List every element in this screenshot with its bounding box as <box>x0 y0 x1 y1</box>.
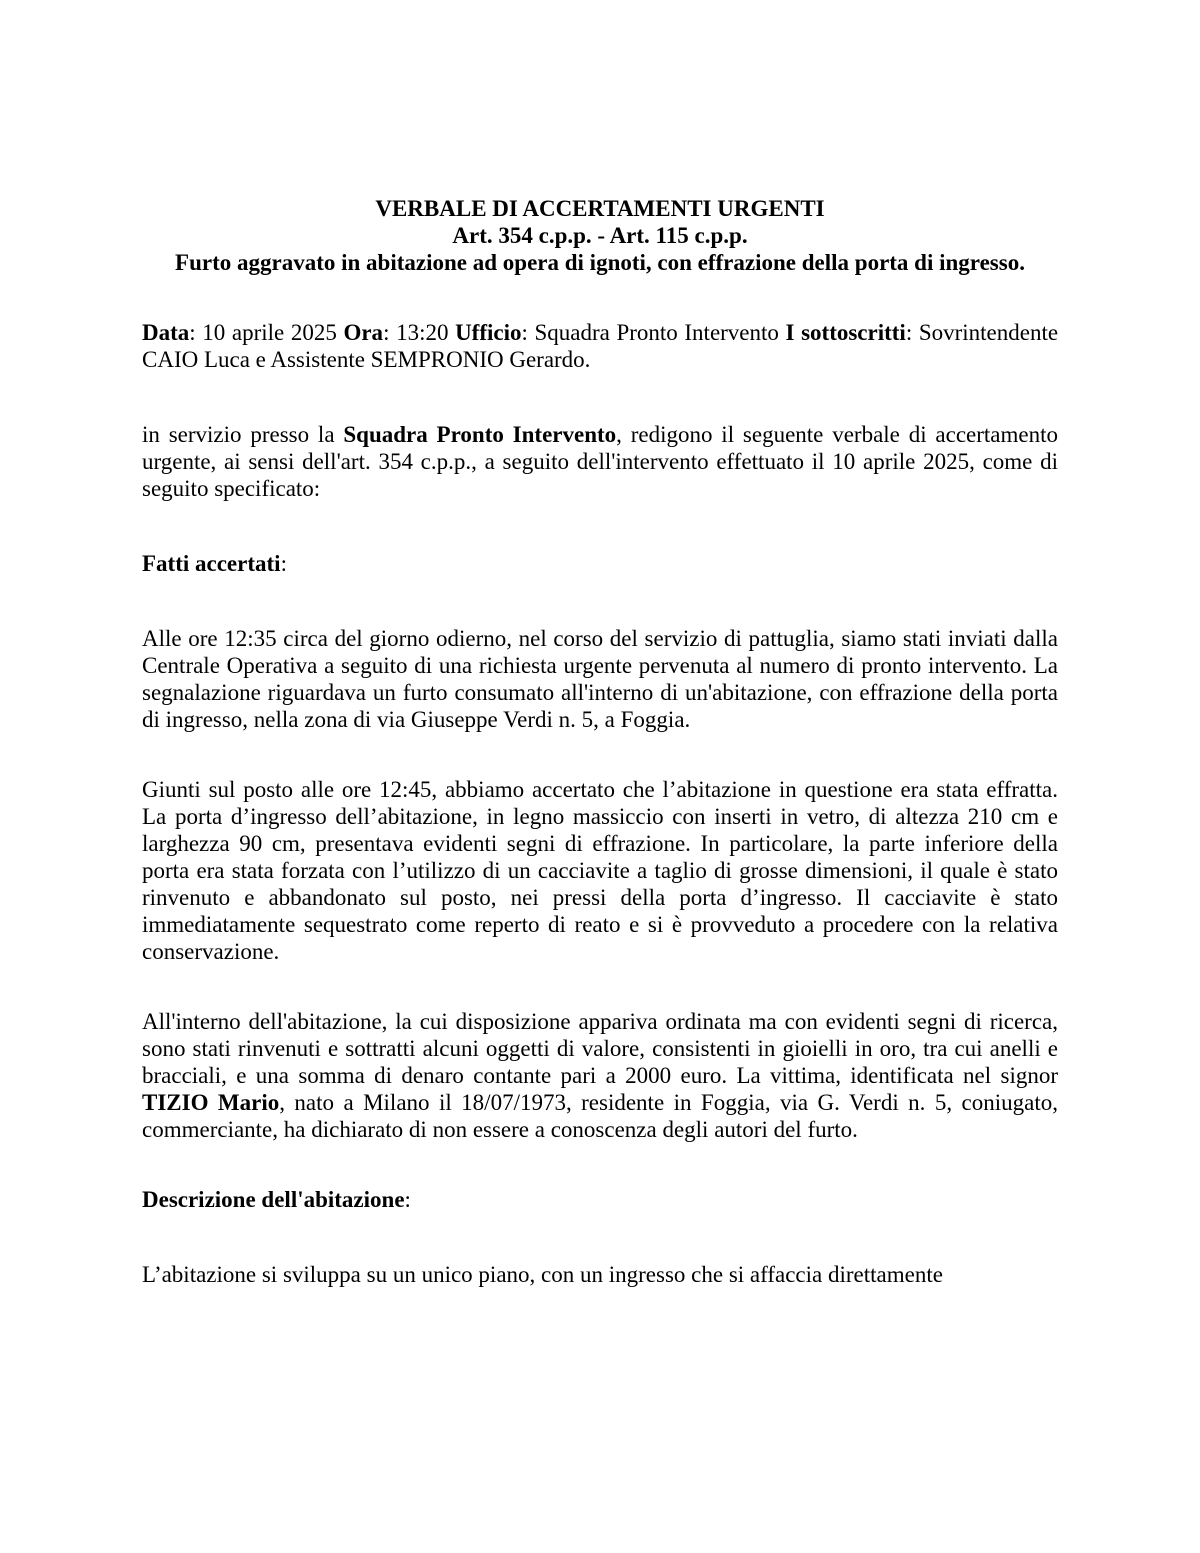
time-value: 13:20 <box>396 320 449 345</box>
facts-p3-end: , nato a Milano il 18/07/1973, residente in Foggia, via G. Verdi n. 5, coniugato, commerciante, ha dichiarato di non essere a conoscenza degli autori del furto. <box>142 1090 1058 1142</box>
office-label: Ufficio <box>455 320 522 345</box>
document-title: VERBALE DI ACCERTAMENTI URGENTI <box>375 196 825 221</box>
intro-paragraph <box>142 421 1058 502</box>
intro-text-start: in servizio presso la <box>142 422 344 447</box>
intro-unit: Squadra Pronto Intervento <box>343 422 617 447</box>
legal-articles: Art. 354 c.p.p. - Art. 115 c.p.p. <box>452 223 748 248</box>
facts-p3-start: All'interno dell'abitazione, la cui disposizione appariva ordinata ma con evidenti segni di ricerca, sono stati rinvenuti e sottratti alcuni oggetti di valore, consistenti in gioielli in oro, tra cui anelli e bracciali, e una somma di denaro contante pari a 2000 euro. La vittima, identificata nel signor <box>142 1009 1058 1088</box>
intro-text-end: , redigono il seguente verbale di accertamento urgente, ai sensi dell'art. 354 c.p.p., a seguito dell'intervento effettuato il 10 aprile 2025, come di seguito specificato: <box>142 422 1058 501</box>
description-heading-text: Descrizione dell'abitazione <box>142 1187 405 1212</box>
meta-paragraph: Data: 10 aprile 2025 Ora: 13:20 Ufficio: Squadra Pronto Intervento I sottoscritti: Sovrintendente CAIO Luca e Assistente SEMPRONIO Gerardo. <box>142 320 1059 372</box>
date-value: 10 aprile 2025 <box>202 320 337 345</box>
signers-label: I sottoscritti <box>785 320 906 345</box>
document-header <box>142 195 1058 276</box>
facts-paragraph-3 <box>142 1008 1058 1143</box>
office-value: Squadra Pronto Intervento <box>534 320 779 345</box>
document-body <box>142 195 1058 1288</box>
facts-paragraph-2: Giunti sul posto alle ore 12:45, abbiamo accertato che l’abitazione in questione era stata effratta. La porta d’ingresso dell’abitazione, in legno massiccio con inserti in vetro, di altezza 210 cm e larghezza 90 cm, presentava evidenti segni di effrazione. In particolare, la parte inferiore della porta era stata forzata con l’utilizzo di un cacciavite a taglio di grosse dimensioni, il quale è stato rinvenuto e abbandonato sul posto, nei pressi della porta d’ingresso. Il cacciavite è stato immediatamente sequestrato come reperto di reato e si è provveduto a procedere con la relativa conservazione. <box>142 777 1058 964</box>
signers-value: Sovrintendente CAIO Luca e Assistente SEMPRONIO Gerardo. <box>142 320 1059 372</box>
facts-heading: Fatti accertati: <box>142 551 287 576</box>
facts-heading-text: Fatti accertati <box>142 551 281 576</box>
description-paragraph-1: L’abitazione si sviluppa su un unico piano, con un ingresso che si affaccia direttamente <box>142 1262 943 1287</box>
date-label: Data <box>142 320 190 345</box>
facts-paragraph-1: Alle ore 12:35 circa del giorno odierno, nel corso del servizio di pattuglia, siamo stati inviati dalla Centrale Operativa a seguito di una richiesta urgente pervenuta al numero di pronto intervento. La segnalazione riguardava un furto consumato all'interno di un'abitazione, con effrazione della porta di ingresso, nella zona di via Giuseppe Verdi n. 5, a Foggia. <box>142 626 1058 732</box>
document-subject: Furto aggravato in abitazione ad opera di ignoti, con effrazione della porta di ingresso. <box>175 250 1025 275</box>
time-label: Ora <box>343 320 384 345</box>
victim-name: TIZIO Mario <box>142 1090 280 1115</box>
description-heading: Descrizione dell'abitazione: <box>142 1187 411 1212</box>
